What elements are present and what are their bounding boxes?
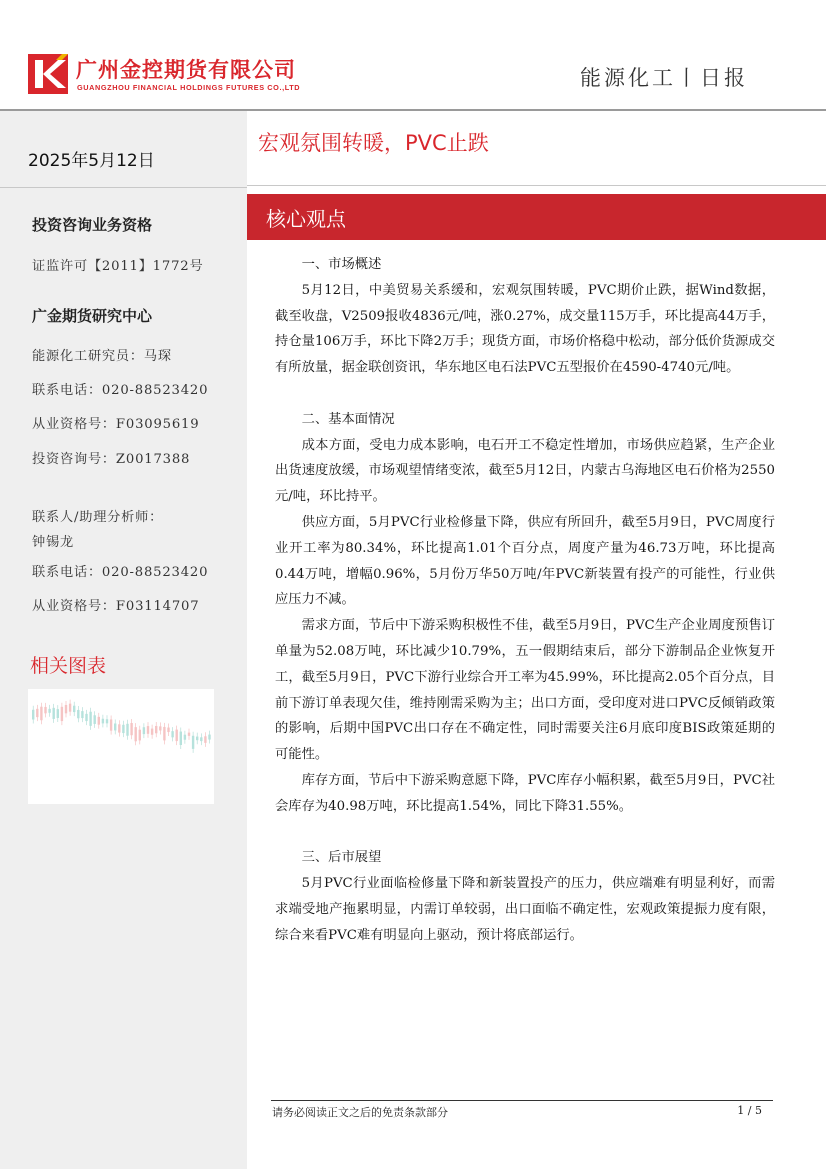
candle-body [200, 737, 202, 741]
research-center-title: 广金期货研究中心 [32, 307, 153, 325]
contact-license: 从业资格号：F03114707 [32, 599, 200, 614]
paragraph: 5月12日，中美贸易关系缓和，宏观氛围转暖，PVC期价止跌，据Wind数据，截至收盘，V2509报收4836元/吨，涨0.27%，成交量115万手，环比提高44万手，持仓量106万手，环比下降2万手；现货方面，市场价格稳中松动，部分低价货源成交有所放量，据金联创资讯，华东地区电石法PVC五型报价在4590-4740元/吨。 [275, 282, 775, 376]
candle-body [147, 726, 149, 734]
candle-body [208, 735, 210, 740]
candle-body [106, 719, 108, 723]
candle-body [65, 705, 67, 713]
candle-body [73, 706, 75, 712]
candle-body [159, 726, 161, 730]
candle-body [110, 719, 112, 730]
candle-body [114, 723, 116, 730]
candlestick-thumbnail [28, 689, 214, 804]
candle-body [163, 727, 165, 740]
report-header [0, 0, 826, 110]
candle-body [167, 728, 169, 733]
sidebar-divider [0, 187, 247, 188]
candle-body [151, 729, 153, 735]
contact-phone: 联系电话：020-88523420 [32, 565, 209, 580]
section-heading: 一、市场概述 [301, 257, 382, 272]
candle-body [126, 724, 128, 736]
candle-body [85, 714, 87, 721]
company-name: 广州金控期货有限公司 [76, 58, 296, 82]
candle-body [32, 710, 34, 720]
contact-name: 钟锡龙 [32, 535, 74, 550]
contact-label: 联系人/助理分析师： [32, 510, 164, 525]
section-heading: 三、后市展望 [301, 850, 382, 866]
candle-body [48, 709, 50, 713]
candle-body [118, 724, 120, 732]
paragraph: 库存方面，节后中下游采购意愿下降，PVC库存小幅积累，截至5月9日，PVC社会库存为40.98万吨，环比提高1.54%，同比下降31.55%。 [275, 772, 775, 814]
candle-body [171, 731, 173, 737]
paragraph: 5月PVC行业面临检修量下降和新装置投产的压力，供应端难有明显利好，而需求端受地产拖累明显，内需订单较弱，出口面临不确定性，宏观政策提振力度有限，综合来看PVC难有明显向上驱动，预计将底部运行。 [275, 876, 775, 943]
report-type: 能源化工丨日报 [580, 66, 748, 90]
candle-body [53, 708, 55, 719]
candle-body [61, 707, 63, 721]
company-name-en: GUANGZHOU FINANCIAL HOLDINGS FUTURES CO.,LTD [77, 83, 301, 92]
candle-body [135, 727, 137, 741]
candle-body [98, 717, 100, 725]
analyst-consult-number: 投资咨询号：Z0017388 [32, 452, 191, 467]
k-logo-icon [28, 54, 68, 94]
candle-body [102, 719, 104, 724]
candle-body [36, 709, 38, 717]
analyst-name: 能源化工研究员：马琛 [32, 349, 172, 364]
candle-body [69, 704, 71, 712]
candle-body [196, 737, 198, 741]
candle-body [40, 707, 42, 721]
candle-body [130, 723, 132, 735]
paragraph: 成本方面，受电力成本影响，电石开工不稳定性增加，市场供应趋紧，生产企业出货速度放缓，市场观望情绪变浓，截至5月12日，内蒙古乌海地区电石价格为2550元/吨，环比持平。 [275, 437, 775, 505]
candle-body [81, 711, 83, 718]
candle-body [176, 730, 178, 741]
paragraph: 供应方面，5月PVC行业检修量下降，供应有所回升，截至5月9日，PVC周度行业开工率为80.34%，环比提高1.01个百分点，周度产量为46.73万吨，环比提高0.44万吨，增幅0.96%，5月份万华50万吨/年PVC新装置有投产的可能性，行业供应压力不减。 [275, 514, 775, 608]
license-number: 证监许可【2011】1772号 [32, 259, 204, 274]
disclaimer-note: 请务必阅读正文之后的免责条款部分 [272, 1106, 448, 1119]
candle-body [77, 710, 79, 718]
candle-body [139, 730, 141, 741]
candle-body [188, 733, 190, 736]
page-number: 1 / 5 [737, 1104, 762, 1117]
candle-body [192, 736, 194, 749]
candle-body [94, 715, 96, 724]
candle-body [122, 725, 124, 733]
core-view-label: 核心观点 [266, 207, 346, 231]
footer-divider [271, 1100, 773, 1101]
candle-body [89, 712, 91, 726]
qualification-title: 投资咨询业务资格 [32, 216, 153, 234]
title-divider [247, 185, 826, 186]
candle-body [184, 735, 186, 740]
candle-body [155, 726, 157, 733]
analyst-phone: 联系电话：020-88523420 [32, 383, 209, 398]
candle-body [44, 707, 46, 713]
candle-body [204, 736, 206, 743]
sidebar [0, 111, 247, 1169]
report-body [275, 252, 775, 949]
core-view-banner [247, 194, 826, 240]
section-heading: 二、基本面情况 [301, 411, 395, 427]
report-title: 宏观氛围转暖，PVC止跌 [258, 131, 489, 155]
analyst-license: 从业资格号：F03095619 [32, 417, 200, 432]
candle-body [143, 727, 145, 734]
candle-body [57, 709, 59, 718]
paragraph: 需求方面，节后中下游采购积极性不佳，截至5月9日，PVC生产企业周度预售订单量为52.08万吨，环比减少10.79%，五一假期结束后，部分下游制品企业恢复开工，截至5月9日，PVC下游行业综合开工率为45.99%，环比提高2.05个百分点，目前下游订单表现欠佳，维持刚需采购为主；出口方面，受印度对进口PVC反倾销政策的影响，后期中国PVC出口存在不确定性，同时需要关注6月底印度BIS政策延期的可能性。 [275, 618, 775, 763]
report-date: 2025年5月12日 [28, 151, 155, 171]
candle-body [180, 732, 182, 745]
related-charts-title: 相关图表 [30, 655, 107, 677]
